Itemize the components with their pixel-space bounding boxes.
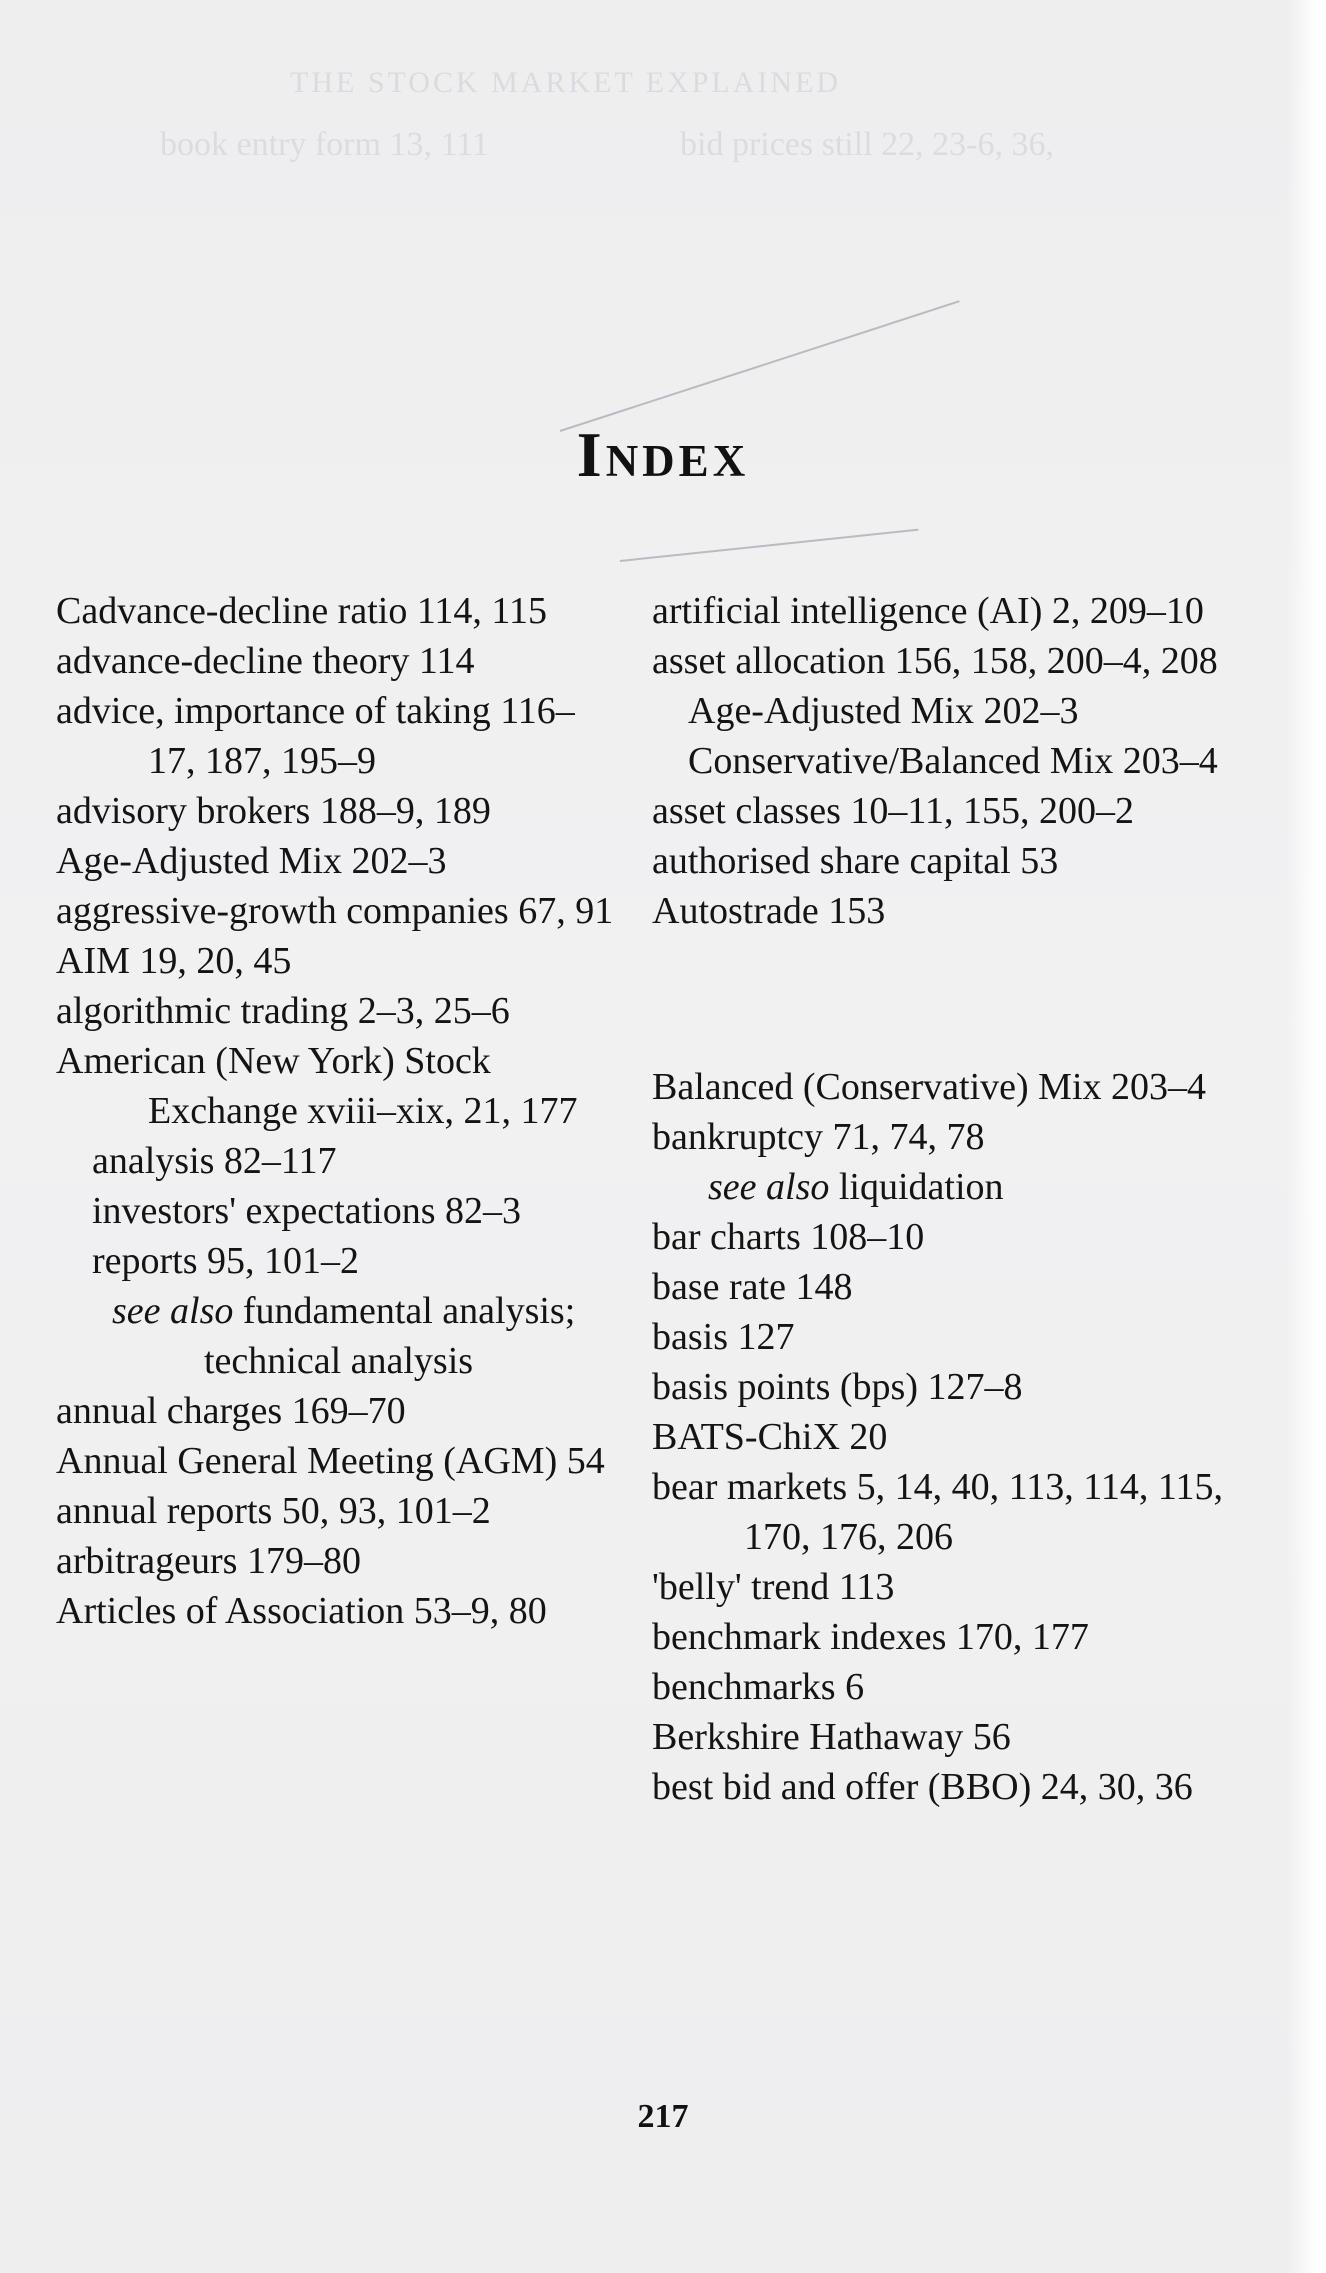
index-column-left [56,586,616,1636]
index-entry: basis points (bps) 127–8 [652,1366,1023,1408]
index-entry: authorised share capital 53 [652,840,1059,882]
index-entry: basis 127 [652,1316,795,1358]
ghost-running-header: THE STOCK MARKET EXPLAINED [290,66,842,99]
index-entry: bar charts 108–10 [652,1216,925,1258]
paper-scratch [620,529,919,562]
index-entry: benchmark indexes 170, 177 [652,1616,1089,1658]
index-entry: artificial intelligence (AI) 2, 209–10 [652,590,1204,632]
index-subentry: investors' expectations 82–3 [92,1190,521,1232]
ghost-bleed-text-left: book entry form 13, 111 [160,126,489,163]
index-entry: annual charges 169–70 [56,1390,406,1432]
index-entry: Berkshire Hathaway 56 [652,1716,1011,1758]
index-subentry: reports 95, 101–2 [92,1240,360,1282]
index-entry: best bid and offer (BBO) 24, 30, 36 [652,1766,1193,1808]
index-entry: Cadvance-decline ratio 114, 115 [56,590,547,632]
index-entry: Age-Adjusted Mix 202–3 [56,840,447,882]
index-entry: bear markets 5, 14, 40, 113, 114, 115, 170, 176, 206 [652,1466,1223,1558]
index-subentry: Conservative/Balanced Mix 203–4 [688,740,1218,782]
index-entry: advisory brokers 188–9, 189 [56,790,491,832]
index-column-right [652,586,1272,1812]
index-entry: benchmarks 6 [652,1666,865,1708]
index-entry: asset classes 10–11, 155, 200–2 [652,790,1134,832]
see-also-label: see also [708,1166,830,1208]
index-entry: advice, importance of taking 116–17, 187, 195–9 [56,690,575,782]
index-entry: arbitrageurs 179–80 [56,1540,361,1582]
see-also-label: see also [112,1290,234,1332]
index-see-also: see also fundamental analysis; technical analysis [112,1290,576,1382]
paper-scratch [560,300,960,432]
page-number: 217 [637,2098,689,2135]
index-entry: annual reports 50, 93, 101–2 [56,1490,491,1532]
letter-group-gap [652,974,1272,1024]
index-entry: American (New York) Stock Exchange xviii–xix, 21, 177 [56,1040,578,1132]
index-entry: 'belly' trend 113 [652,1566,895,1608]
index-see-also: see also liquidation [708,1166,1004,1208]
index-title: Index [576,419,750,490]
index-entry: AIM 19, 20, 45 [56,940,292,982]
page-edge [1286,0,1326,2273]
index-entry: advance-decline theory 114 [56,640,475,682]
index-entry: aggressive-growth companies 67, 91 [56,890,614,932]
index-entry: BATS-ChiX 20 [652,1416,888,1458]
index-entry: base rate 148 [652,1266,853,1308]
index-entry: asset allocation 156, 158, 200–4, 208 [652,640,1218,682]
index-entry: Articles of Association 53–9, 80 [56,1590,547,1632]
index-entry: Balanced (Conservative) Mix 203–4 [652,1066,1207,1108]
index-subentry: analysis 82–117 [92,1140,337,1182]
index-entry: bankruptcy 71, 74, 78 [652,1116,985,1158]
index-entry: Autostrade 153 [652,890,886,932]
index-entry: Annual General Meeting (AGM) 54 [56,1440,605,1482]
index-entry: algorithmic trading 2–3, 25–6 [56,990,510,1032]
ghost-bleed-text-right: bid prices still 22, 23-6, 36, [680,126,1054,163]
index-subentry: Age-Adjusted Mix 202–3 [688,690,1079,732]
